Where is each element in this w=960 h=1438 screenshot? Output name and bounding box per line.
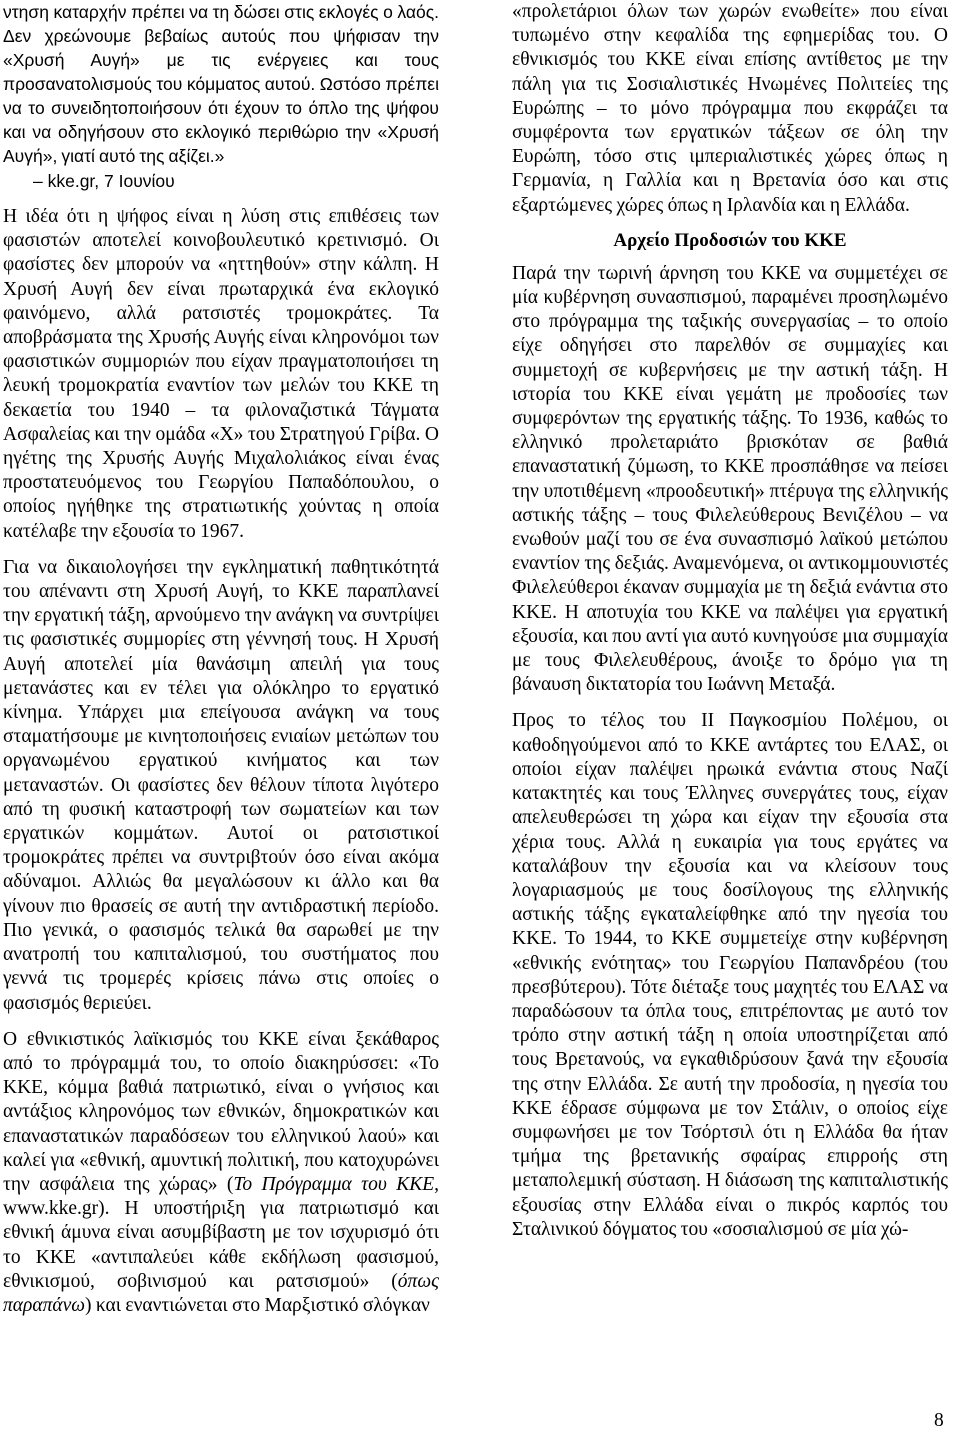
paragraph-nationalism (3, 1028, 439, 1318)
paragraph-continued: «προλετάριοι όλων των χωρών ενωθείτε» που είναι τυπωμένο στην κεφαλίδα της εφημερίδας του. Ο εθνικισμός του ΚΚΕ είναι επίσης αντίθετος με την πάλη για τις Σοσιαλιστικές Ηνωμένες Πολιτείες της Ευρώπης – το μόνο πρόγραμμα που εκφράζει τα συμφέροντα των εργατικών τάξεων σε όλη την Ευρώπη, τόσο στις ιμπεριαλιστικές χώρες όπως η Γερμανία, η Γαλλία και η Βρετανία όσο και στις εξαρτώμενες χώρες όπως η Ιρλανδία και η Ελλάδα. (512, 1, 948, 216)
right-column (512, 0, 948, 1242)
as-above-reference: όπως παραπάνω (3, 1270, 439, 1316)
nationalism-text-mid: , www.kke.gr). Η υποστήριξη για πατριωτισμό και εθνική άμυνα είναι ασυμβίβαστη με τον ισχυρισμό ότι το ΚΚΕ «αντιπαλεύει κάθε εκδήλωση φασισμού, εθνικισμού, σοβινισμού και ρατσισμού» ( (3, 1173, 439, 1292)
page-number: 8 (934, 1410, 944, 1431)
nationalism-text-end: ) και εναντιώνεται στο Μαρξιστικό σλόγκαν (85, 1294, 430, 1316)
left-column (3, 0, 439, 1318)
section-heading: Αρχείο Προδοσιών του ΚΚΕ (613, 229, 847, 251)
paragraph-kke-justification: Για να δικαιολογήσει την εγκληματική παθητικότητά του απέναντι στη Χρυσή Αυγή, το ΚΚΕ παραπλανεί την εργατική τάξη, αρνούμενο την ανάγκη να συντρίψει τις φασιστικές συμμορίες στη γέννησή τους. Η Χρυσή Αυγή αποτελεί μία θανάσιμη απειλή για τους μετανάστες και εν τέλει για ολόκληρο το εργατικό κίνημα. Υπάρχει μια επείγουσα ανάγκη να τους σταματήσουμε με κινητοποιήσεις ενιαίων μετώπων του οργανωμένου εργατικού κινήματος και των μεταναστών. Οι φασίστες δεν θέλουν τίποτα λιγότερο από τη φυσική καταστροφή των σωματείων και των εργατικών κομμάτων. Αυτοί οι ρατσιστικοί τρομοκράτες πρέπει να συντριβτούν όσο είναι ακόμα αδύναμοι. Αλλιώς θα μεγαλώσουν κι άλλο και θα γίνουν πιο θρασείς σε αυτή την αντιδραστική περίοδο. Πιο γενικά, ο φασισμός τελικά θα σαρωθεί με την ανατροπή του καπιταλισμού, του συστήματος που γεννά τις τρομερές κρίσεις πάνω στις οποίες ο φασισμός θεριεύει. (3, 556, 439, 1014)
nationalism-text-start: Ο εθνικιστικός λαϊκισμός του ΚΚΕ είναι ξεκάθαρος από το πρόγραμμά του, το οποίο διακηρύσσει: «Το ΚΚΕ, κόμμα βαθιά πατριωτικό, είναι ο γνήσιος και αντάξιος κληρονόμος των εθνικών, δημοκρατικών και επαναστατικών παραδόσεων του ελληνικού λαού» και καλεί για «εθνική, αμυντική πολιτική, που κατοχυρώνει την ασφάλεια της χώρας» ( (3, 1028, 439, 1195)
program-title: Το Πρόγραμμα του ΚΚΕ (233, 1173, 435, 1195)
paragraph-ww2: Προς το τέλος του ΙΙ Παγκοσμίου Πολέμου, οι καθοδηγούμενοι από το ΚΚΕ αντάρτες του ΕΛΑΣ, οι οποίοι είχαν παλέψει ηρωικά ενάντια στους Ναζί κατακτητές και τους Έλληνες συνεργάτες τους, είχαν απελευθερώσει τη χώρα και είχαν την εξουσία στα χέρια τους. Αλλά η ευκαιρία για τους εργάτες να καταλάβουν την εξουσία και να κλείσουν τους λογαριασμούς με τους δοσίλογους της ελληνικής αστικής τάξης εγκαταλείφθηκε από την ηγεσία του ΚΚΕ. Το 1944, το ΚΚΕ συμμετείχε στην κυβέρνηση «εθνικής ενότητας» του Γεωργίου Παπανδρέου (του πρεσβύτερου). Τότε διέταξε τους μαχητές του ΕΛΑΣ να παραδώσουν τα όπλα τους, επιτρέποντας με αυτό τον τρόπο στην αστική τάξη η οποία υποστηρίζεται από τους Βρετανούς, να εγκαθιδρύσουν ξανά την εξουσία της στην Ελλάδα. Σε αυτή την προδοσία, η ηγεσία του ΚΚΕ έδρασε σύμφωνα με τον Στάλιν, ο οποίος είχε συμφωνήσει με τον Τσόρτσιλ ότι η Ελλάδα θα ήταν τμήμα της βρετανικής σφαίρας επιρροής στη μεταπολεμική σύσταση. Η διάσωση της καπιταλιστικής εξουσίας στην Ελλάδα είναι ο πικρός καρπός του Σταλινικού δόγματος του «σοσιαλισμού σε μία χώ- (512, 710, 948, 1240)
paragraph-vote-critique: Η ιδέα ότι η ψήφος είναι η λύση στις επιθέσεις των φασιστών αποτελεί κοινοβουλευτικό κρετινισμό. Οι φασίστες δεν μπορούν να «ηττηθούν» στην κάλπη. Η Χρυσή Αυγή δεν είναι πρωταρχικά ένα εκλογικό φαινόμενο, αλλά ρατσιστές τρομοκράτες. Τα αποβράσματα της Χρυσής Αυγής είναι κληρονόμοι των φασιστικών συμμοριών που είχαν πραγματοποιήσει τη λευκή τρομοκρατία εναντίον των μελών του ΚΚΕ τη δεκαετία του 1940 – τα φιλοναζιστικά Τάγματα Ασφαλείας και την ομάδα «Χ» του Στρατηγού Γρίβα. Ο ηγέτης της Χρυσής Αυγής Μιχαλολιάκος είναι ένας προστατευόμενος του Γεωργίου Παπαδόπουλου, ο οποίος ηγήθηκε της στρατιωτικής χούντας η οποία κατέλαβε την εξουσία το 1967. (3, 206, 439, 542)
intro-quote: ντηση καταρχήν πρέπει να τη δώσει στις εκλογές ο λαός. Δεν χρεώνουμε βεβαίως αυτούς που ψήφισαν την «Χρυσή Αυγή» με τις ενέργειες και τους προσανατολισμούς του κόμματος αυτού. Ωστόσο πρέπει να το συνειδητοποιήσουν ότι έχουν το όπλο της ψήφου και να οδηγήσουν στο εκλογικό περιθώριο την «Χρυσή Αυγή», γιατί αυτό της αξίζει.» (3, 2, 439, 166)
paragraph-betrayal-archive: Παρά την τωρινή άρνηση του ΚΚΕ να συμμετέχει σε μία κυβέρνηση συνασπισμού, παραμένει προσηλωμένο στο πρόγραμμα της ταξικής συνεργασίας – το οποίο είχε οδηγήσει στο παρελθόν σε συμμαχίες και συμμετοχή σε κυβερνήσεις με την αστική τάξη. Η ιστορία του ΚΚΕ είναι γεμάτη με προδοσίες των συμφερόντων της εργατικής τάξης. Το 1936, καθώς το ελληνικό προλεταριάτο βρισκόταν σε βαθιά επαναστατική ζύμωση, το ΚΚΕ προσπάθησε να πείσει την υποτιθέμενη «προοδευτική» πτέρυγα της ελληνικής αστικής τάξης – τους Φιλελεύθερους Βενιζέλου – να ενωθούν μαζί του σε ένα συνασπισμό λαϊκού μετώπου εναντίον της δεξιάς. Αναμενόμενα, οι αντικομμουνιστές Φιλελεύθεροι έκαναν συμμαχία με τη δεξιά ενάντια στο ΚΚΕ. Η αποτυχία του ΚΚΕ να παλέψει για εργατική εξουσία, και που αντί για αυτό κυνηγούσε μια συμμαχία με τους Φιλελευθέρους, άνοιξε το δρόμο για τη βάναυση δικτατορία του Ιωάννη Μεταξά. (512, 262, 948, 696)
intro-source: – kke.gr, 7 Ιουνίου (33, 171, 175, 191)
